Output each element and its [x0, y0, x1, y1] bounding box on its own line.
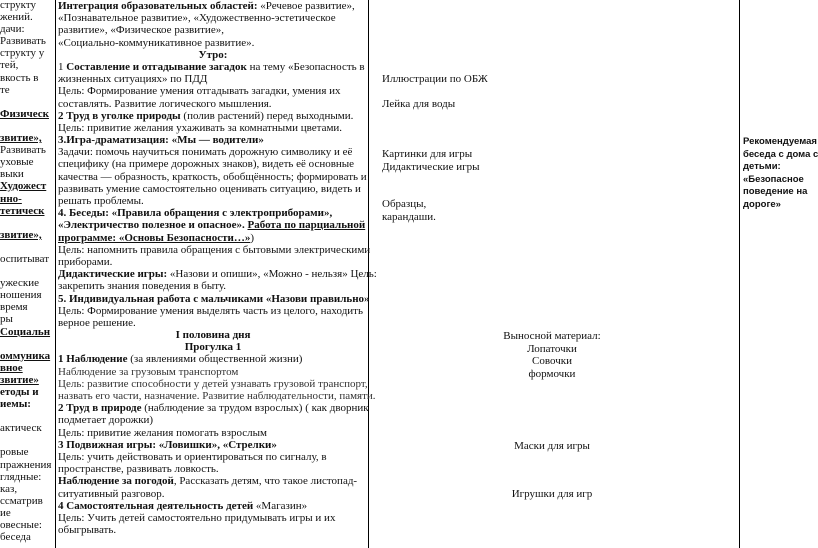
activity-text: развивать умение самостоятельно оценивать ситуацию, видеть и	[58, 182, 361, 195]
left-col-line: те	[0, 83, 10, 96]
activity-line	[58, 207, 368, 219]
activity-line	[58, 280, 368, 292]
activity-line	[58, 232, 368, 244]
activity-text: решать проблемы.	[58, 195, 144, 207]
left-col-line: Социальн	[0, 325, 51, 338]
activity-text: подметает дорожки)	[58, 414, 154, 427]
activity-text: Дидактические игры:	[58, 268, 168, 281]
column-divider-3	[739, 0, 740, 548]
activity-text: «Назови и опиши», «Можно - нельзя» Цель:	[167, 268, 377, 281]
activity-text: (полив растений) перед выходными.	[180, 109, 354, 122]
activity-line	[58, 195, 368, 207]
activity-text: Цель: Формирование умения отгадывать загадки, умения их	[58, 85, 341, 98]
activity-line	[58, 12, 368, 24]
activity-text: «Магазин»	[253, 499, 308, 512]
activity-line	[58, 366, 368, 378]
left-col-line: уховые	[0, 156, 34, 169]
activity-text: Прогулка 1	[184, 341, 242, 354]
left-col-line	[0, 120, 44, 132]
activity-text: на тему «Безопасность в	[246, 60, 365, 73]
activity-text: Задачи: помочь научиться понимать дорожную символику и её	[58, 146, 353, 159]
left-col-line	[0, 217, 44, 229]
activity-line	[58, 122, 368, 134]
activity-text: 2 Труд в уголке природы	[58, 109, 181, 122]
activity-text: «Социально-коммуникативное развитие».	[58, 36, 255, 49]
activity-line	[58, 134, 368, 146]
activity-text: составлять. Развитие логического мышления.	[58, 97, 272, 110]
activity-text: Утро:	[198, 48, 228, 61]
material-item: Иллюстрации по ОБЖ	[382, 73, 488, 85]
material-item: Игрушки для игр	[511, 488, 593, 500]
left-col-line: иемы:	[0, 398, 31, 411]
material-item: Картинки для игры	[382, 148, 473, 160]
activity-text: I половина дня	[175, 329, 251, 342]
activity-text: «Речевое развитие»,	[260, 0, 355, 12]
activity-line	[58, 37, 368, 49]
left-col-line: актическ	[0, 422, 42, 435]
activity-text: Составление и отгадывание загадок	[66, 60, 247, 73]
activity-line	[58, 463, 368, 475]
activity-text: пространстве, развивать ловкость.	[58, 463, 219, 476]
activity-line	[58, 451, 368, 463]
activity-text: жизненных ситуациях» по ПДД	[58, 73, 208, 86]
activity-text: (наблюдение за трудом взрослых) ( как дворник	[141, 402, 369, 415]
activity-line	[58, 378, 368, 390]
left-col-line: звитие»	[0, 373, 39, 386]
left-col-line: время	[0, 301, 28, 314]
activity-line	[58, 85, 368, 97]
left-col-line: ссматрив	[0, 494, 43, 507]
activity-text: 3.Игра-драматизация: «Мы — водители»	[58, 134, 264, 147]
family-recommendation-line: поведение на	[743, 186, 808, 197]
activity-text: Наблюдение за погодой	[58, 475, 174, 488]
activity-text: Цель: развитие способности у детей узнавать грузовой транспорт,	[58, 377, 368, 390]
activity-line	[58, 110, 368, 122]
activity-text: Наблюдение за грузовым транспортом	[58, 365, 239, 378]
activity-text: Цель: учить действовать и ориентироваться по сигналу, в	[58, 450, 327, 463]
left-col-line: Развивать	[0, 144, 46, 157]
activity-text: Цель: Формирование умения выделять часть из целого, находить	[58, 304, 364, 317]
material-item: Лейка для воды	[382, 98, 456, 110]
activity-line	[58, 427, 368, 439]
family-recommendation-line: Рекомендуемая	[743, 136, 817, 147]
activity-line	[58, 353, 368, 365]
activity-text: 1 Наблюдение	[58, 353, 128, 366]
left-col-line: структу у	[0, 47, 45, 60]
activity-line	[58, 305, 368, 317]
left-col-line: ры	[0, 313, 13, 326]
material-item: карандаши.	[382, 210, 436, 223]
activity-line	[58, 512, 368, 524]
left-col-line: пражнения	[0, 458, 52, 471]
activity-text: 3 Подвижная игры: «Ловишки», «Стрелки»	[58, 438, 277, 451]
activity-text: 4 Самостоятельная деятельность детей	[58, 499, 254, 512]
left-col-line: тей,	[0, 59, 19, 72]
left-col-line: жений.	[0, 11, 33, 24]
activity-text: 4. Беседы: «Правила обращения с электроприборами»,	[58, 207, 333, 220]
activity-text: 1	[58, 60, 67, 73]
left-col-line: етоды и	[0, 386, 39, 398]
activity-text: 5. Индивидуальная работа с мальчиками «Назови правильно»	[58, 292, 370, 305]
activity-text: 2 Труд в природе	[58, 402, 142, 415]
left-col-line: ношения	[0, 289, 42, 302]
left-col-line: овесные:	[0, 519, 42, 532]
left-col-line: оммуника	[0, 349, 51, 362]
activity-line	[58, 475, 368, 487]
activity-line	[58, 219, 368, 231]
activity-text: закрепить знания поведения в быту.	[58, 280, 227, 293]
activity-line	[58, 243, 371, 256]
activity-line	[58, 488, 368, 500]
activity-text: качества — образность, краткость, обобщённость; формировать и	[58, 170, 367, 183]
activity-line	[58, 414, 368, 426]
activity-line	[58, 171, 368, 183]
left-col-line: вное	[0, 361, 23, 374]
activity-line	[58, 0, 368, 12]
activity-text: верное решение.	[58, 316, 136, 329]
family-work-column	[743, 136, 816, 211]
activity-text: Цель: привитие желания ухаживать за комнатными цветами.	[58, 121, 343, 134]
left-col-line: звитие»,	[0, 228, 42, 241]
left-col-line	[0, 241, 44, 253]
activity-line	[58, 256, 368, 268]
activity-line	[58, 500, 368, 512]
left-col-line: беседа	[0, 531, 31, 544]
family-recommendation-line: «Безопасное	[743, 173, 804, 185]
activity-text: Цель: напомнить правила обращения с бытовыми электрическими	[58, 243, 371, 256]
material-item: Маски для игры	[514, 440, 590, 452]
left-col-line: глядные:	[0, 470, 42, 483]
activity-text: «Электричество полезное и опасное».	[58, 219, 248, 232]
material-item: Образцы,	[382, 198, 427, 210]
activity-text: , Рассказать детям, что такое листопад-	[173, 475, 358, 488]
activity-line	[58, 158, 368, 170]
left-col-line: вкость в	[0, 71, 39, 84]
left-col-line: звитие»,	[0, 132, 42, 145]
activity-text: Цель: Учить детей самостоятельно придумывать игры и их	[58, 511, 336, 524]
activity-text: Работа по парциальной	[247, 219, 366, 232]
left-col-line	[0, 265, 44, 277]
left-col-line: Художест	[0, 180, 47, 193]
activity-line	[58, 317, 368, 329]
left-col-line: выки	[0, 168, 24, 181]
activity-text: программе: «Основы Безопасности…»	[58, 231, 251, 244]
activity-line	[58, 183, 368, 195]
activity-text: назвать его части, назначение. Развитие наблюдательности, памяти.	[58, 390, 376, 402]
column-divider-1	[55, 0, 56, 548]
activity-text: ситуативный разговор.	[58, 487, 165, 500]
family-recommendation-line: детьми:	[743, 161, 781, 172]
activity-line	[58, 268, 377, 281]
family-recommendation-line: дороге»	[743, 198, 781, 210]
activity-text: (за явлениями общественной жизни)	[127, 353, 303, 366]
left-col-line: Развивать	[0, 35, 46, 48]
activity-line	[58, 61, 368, 73]
material-item: Дидактические игры	[382, 160, 480, 173]
activity-text: «Познавательное развитие», «Художественно-эстетическое	[58, 12, 336, 25]
activity-text: специфику (на примере дорожных знаков), видеть её основные	[58, 158, 355, 171]
left-col-line	[0, 338, 44, 350]
activity-line	[58, 439, 368, 451]
activity-line	[58, 49, 368, 61]
left-col-line: дачи:	[0, 23, 25, 36]
left-col-line: тетическ	[0, 204, 45, 217]
left-col-line	[0, 96, 44, 108]
left-col-line: ужеские	[0, 277, 39, 290]
activity-line	[58, 341, 368, 353]
activity-line	[58, 402, 368, 414]
activity-text: Интеграция образовательных областей:	[58, 0, 261, 12]
activity-line	[58, 24, 368, 36]
activity-text: развитие», «Физическое развитие»,	[58, 24, 224, 37]
left-col-line: Физическ	[0, 107, 49, 120]
material-item: формочки	[528, 367, 576, 380]
activity-line	[58, 524, 368, 536]
material-item: Совочки	[532, 355, 572, 367]
material-item: Выносной материал:	[503, 330, 601, 342]
activity-line	[58, 329, 368, 341]
activity-line	[58, 98, 368, 110]
left-col-line	[0, 410, 44, 422]
activities-column	[58, 0, 377, 537]
activity-line	[58, 293, 368, 305]
activity-text: обыгрывать.	[58, 524, 117, 537]
material-item: Лопаточки	[527, 342, 577, 355]
activity-line	[58, 73, 368, 85]
activity-line	[58, 146, 368, 158]
activity-text: Цель: привитие желания помогать взрослым	[58, 426, 267, 439]
left-col-line: каз,	[0, 482, 18, 495]
left-col-line: ие	[0, 506, 11, 519]
left-col-line: структу	[0, 0, 37, 11]
integration-column	[0, 0, 52, 544]
family-recommendation-line: беседа с дома с	[743, 148, 818, 160]
activity-text: приборами.	[58, 255, 113, 268]
left-col-line	[0, 434, 44, 446]
left-col-line: ровые	[0, 446, 29, 459]
activity-text: )	[250, 231, 254, 244]
left-col-line: оспитыват	[0, 252, 50, 265]
activity-line	[58, 390, 376, 402]
left-col-line: нно-	[0, 192, 22, 205]
